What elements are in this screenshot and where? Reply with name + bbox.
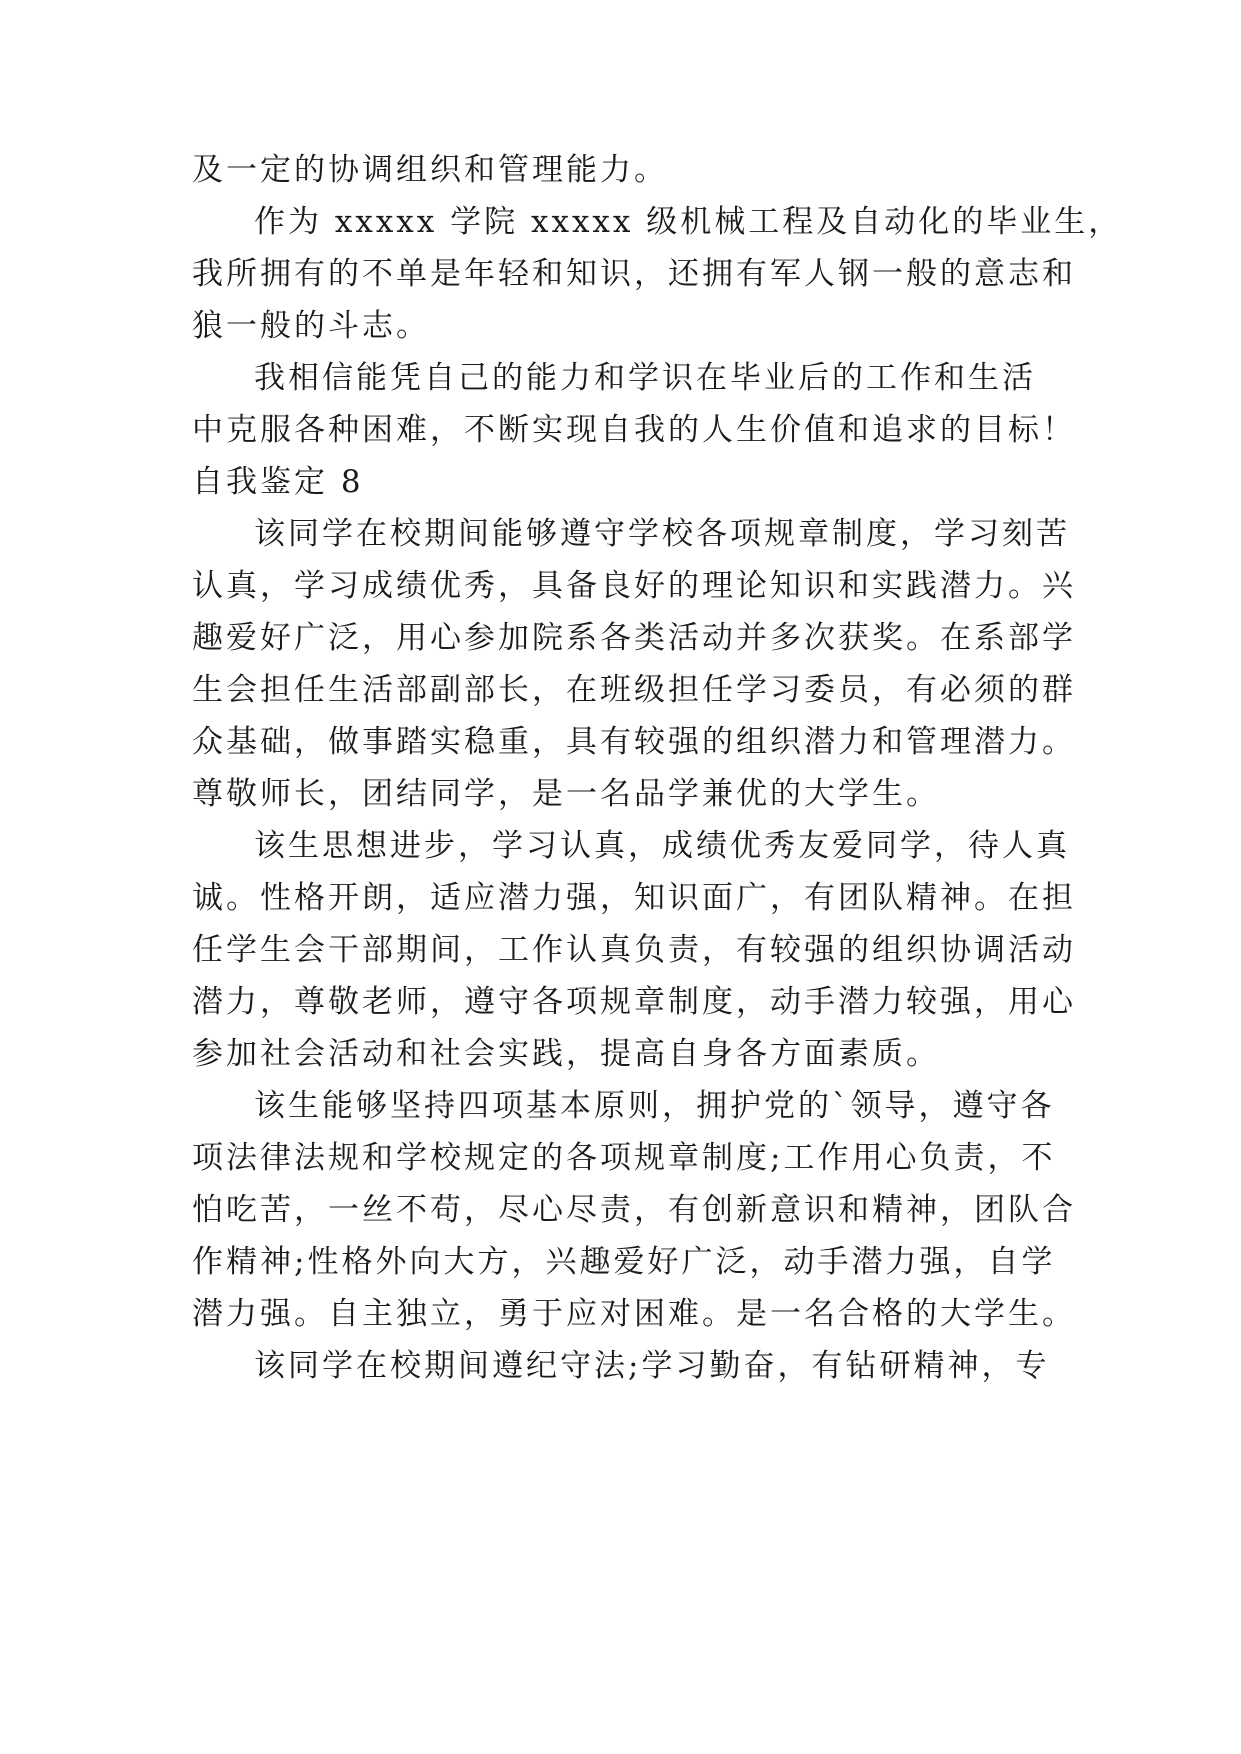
text-line: 参加社会活动和社会实践，提高自身各方面素质。 [192,1036,940,1072]
text-line: 众基础，做事踏实稳重，具有较强的组织潜力和管理潜力。 [192,724,1076,760]
text-line: 认真，学习成绩优秀，具备良好的理论知识和实践潜力。兴 [192,568,1076,604]
text-line: 我所拥有的不单是年轻和知识，还拥有军人钢一般的意志和 [192,256,1076,292]
text-line: 中克服各种困难，不断实现自我的人生价值和追求的目标！ [192,412,1076,448]
text-line: 诚。性格开朗，适应潜力强，知识面广，有团队精神。在担 [192,880,1076,916]
text-line: 狼一般的斗志。 [192,308,430,344]
text-line: 项法律法规和学校规定的各项规章制度;工作用心负责，不 [192,1140,1056,1176]
paragraph-start-line: 该生思想进步，学习认真，成绩优秀友爱同学，待人真 [254,828,1070,864]
text-line: 潜力，尊敬老师，遵守各项规章制度，动手潜力较强，用心 [192,984,1076,1020]
paragraph-start-line: 作为 xxxxx 学院 xxxxx 级机械工程及自动化的毕业生， [254,204,1123,240]
section-heading: 自我鉴定 8 [192,464,364,500]
text-line: 怕吃苦，一丝不苟，尽心尽责，有创新意识和精神，团队合 [192,1192,1076,1228]
text-line: 潜力强。自主独立，勇于应对困难。是一名合格的大学生。 [192,1296,1076,1332]
paragraph-start-line: 我相信能凭自己的能力和学识在毕业后的工作和生活 [254,360,1036,396]
paragraph-start-line: 该同学在校期间能够遵守学校各项规章制度，学习刻苦 [254,516,1070,552]
text-line: 尊敬师长，团结同学，是一名品学兼优的大学生。 [192,776,940,812]
text-line: 及一定的协调组织和管理能力。 [192,152,668,188]
text-line: 趣爱好广泛，用心参加院系各类活动并多次获奖。在系部学 [192,620,1076,656]
paragraph-start-line: 该生能够坚持四项基本原则，拥护党的`领导，遵守各 [254,1088,1055,1124]
text-line: 任学生会干部期间，工作认真负责，有较强的组织协调活动 [192,932,1076,968]
text-line: 作精神;性格外向大方，兴趣爱好广泛，动手潜力强，自学 [192,1244,1056,1280]
paragraph-start-line: 该同学在校期间遵纪守法;学习勤奋，有钻研精神，专 [254,1348,1050,1384]
text-line: 生会担任生活部副部长，在班级担任学习委员，有必须的群 [192,672,1076,708]
